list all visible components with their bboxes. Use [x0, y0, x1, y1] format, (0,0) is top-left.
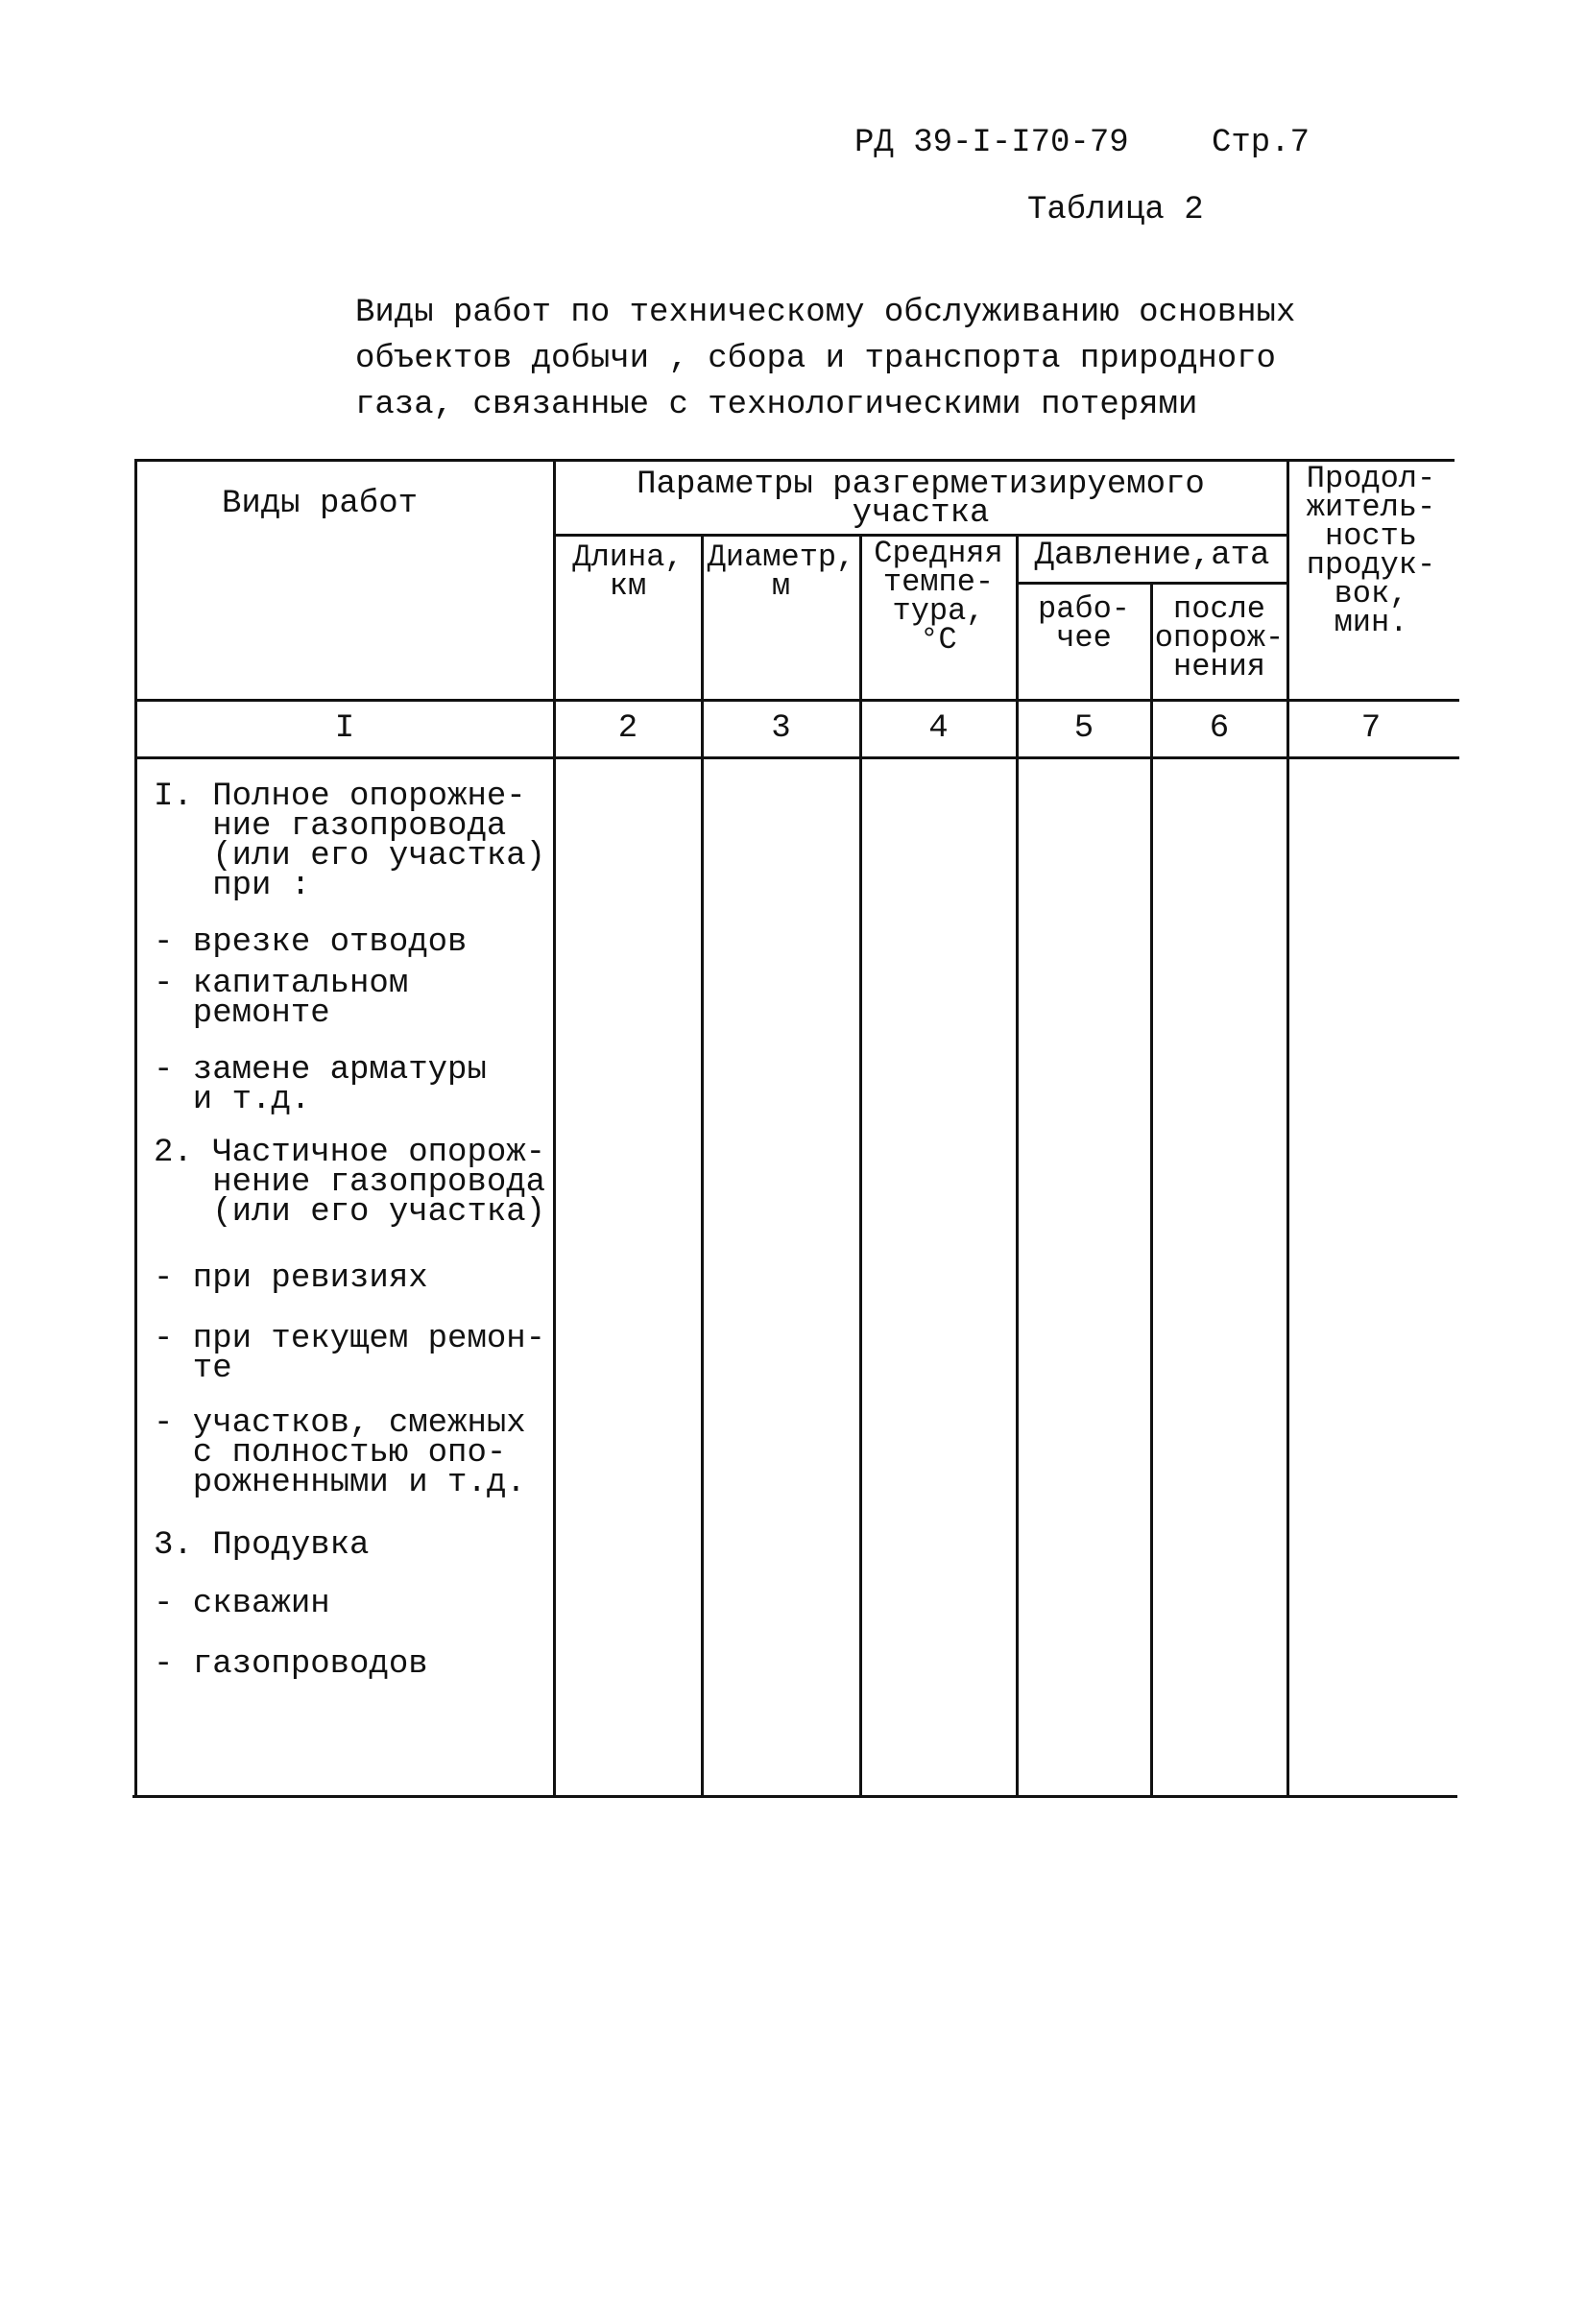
list-item: [154, 779, 557, 904]
col-header-working-pressure: [1018, 591, 1150, 656]
page-number: Стр.7: [1212, 125, 1310, 161]
working-label-2: чее: [1056, 620, 1112, 656]
list-item-line: (или его участка): [154, 1194, 546, 1231]
list-item-line: - врезке отводов: [154, 924, 468, 961]
col-number-3: 3: [771, 710, 791, 747]
list-item: [154, 1646, 557, 1683]
list-item-line: 2. Частичное опорож-: [154, 1135, 546, 1171]
list-item: [154, 1135, 557, 1231]
list-item: [154, 924, 557, 961]
list-item-line: ремонте: [154, 995, 330, 1032]
col-header-parameters: [555, 467, 1286, 532]
list-item: [154, 1527, 557, 1564]
table-label: Таблица 2: [1027, 192, 1204, 228]
temperature-label-2: темпе-: [882, 564, 995, 600]
list-item: [154, 1260, 557, 1297]
duration-label-5: вок,: [1334, 576, 1408, 611]
list-item: [154, 1321, 557, 1387]
document-code: РД 39-I-I70-79: [854, 125, 1129, 161]
length-label: Длина,: [572, 539, 684, 575]
after-label-3: нения: [1172, 649, 1265, 684]
col-divider-6: [1286, 459, 1289, 1797]
table-left-border: [134, 459, 137, 1797]
col-header-diameter: [703, 539, 859, 604]
list-item-line: I. Полное опорожне-: [154, 779, 526, 815]
list-item-line: - при ревизиях: [154, 1260, 428, 1297]
working-label-1: рабо-: [1037, 591, 1130, 627]
col-number-6: 6: [1209, 710, 1230, 747]
caption-line: газа, связанные с технологическими потерями: [355, 387, 1198, 423]
col-header-after-emptying: [1152, 591, 1286, 684]
list-item-line: ние газопровода: [154, 808, 507, 845]
list-item: [154, 1052, 557, 1118]
table-bottom-border: [132, 1795, 1457, 1798]
list-item-line: - замене арматуры: [154, 1052, 487, 1089]
col-header-temperature: [861, 536, 1016, 658]
col-divider-5: [1150, 582, 1153, 1797]
diameter-unit: м: [771, 568, 791, 604]
list-item-line: - участков, смежных: [154, 1405, 526, 1442]
col-number-7: 7: [1360, 710, 1382, 747]
list-item-line: рожненными и т.д.: [154, 1465, 526, 1501]
list-item-line: - при текущем ремон-: [154, 1321, 546, 1357]
temperature-unit: °С: [920, 622, 957, 658]
numbers-bottom-border: [134, 756, 1459, 759]
after-label-2: опорож-: [1154, 620, 1285, 656]
temperature-label-1: Средняя: [874, 536, 1003, 571]
temperature-label-3: тура,: [892, 593, 985, 629]
list-item-line: - скважин: [154, 1586, 330, 1622]
parameters-title-line-1: Параметры разгерметизируемого: [637, 467, 1205, 503]
duration-label-3: ность: [1324, 518, 1417, 554]
parameters-title-line-2: участка: [852, 495, 990, 532]
table-caption: [355, 290, 1315, 428]
after-label-1: после: [1172, 591, 1265, 627]
duration-label-2: житель-: [1306, 490, 1436, 525]
list-item-line: те: [154, 1351, 232, 1387]
col-header-work-types: Виды работ: [221, 486, 419, 522]
list-item: [154, 1586, 557, 1622]
diameter-label: Диаметр,: [707, 539, 855, 575]
caption-line: Виды работ по техническому обслуживанию основных: [355, 295, 1296, 331]
duration-label-1: Продол-: [1306, 461, 1436, 496]
list-item-line: - капитальном: [154, 966, 409, 1002]
duration-label-4: продук-: [1306, 547, 1436, 583]
duration-label-6: мин.: [1334, 605, 1408, 640]
length-unit: км: [609, 568, 647, 604]
col-number-1: I: [334, 710, 355, 747]
col-number-2: 2: [617, 710, 638, 747]
list-item: [154, 1405, 557, 1501]
table-top-border: [134, 459, 1455, 462]
list-item-line: 3. Продувка: [154, 1527, 370, 1564]
col-header-length: [555, 539, 701, 604]
list-item-line: - газопроводов: [154, 1646, 428, 1683]
list-item-line: с полностью опо-: [154, 1435, 507, 1472]
list-item-line: (или его участка): [154, 838, 546, 874]
list-item-line: при :: [154, 868, 311, 904]
col-header-pressure: Давление,ата: [1034, 538, 1270, 574]
col-header-duration: [1288, 461, 1454, 640]
col-number-5: 5: [1073, 710, 1094, 747]
caption-line: объектов добычи , сбора и транспорта природного: [355, 341, 1276, 377]
list-item: [154, 966, 557, 1032]
col-number-4: 4: [928, 710, 949, 747]
header-bottom-border: [134, 699, 1459, 702]
work-types-list: [154, 779, 557, 1683]
list-item-line: нение газопровода: [154, 1164, 546, 1201]
list-item-line: и т.д.: [154, 1082, 311, 1118]
